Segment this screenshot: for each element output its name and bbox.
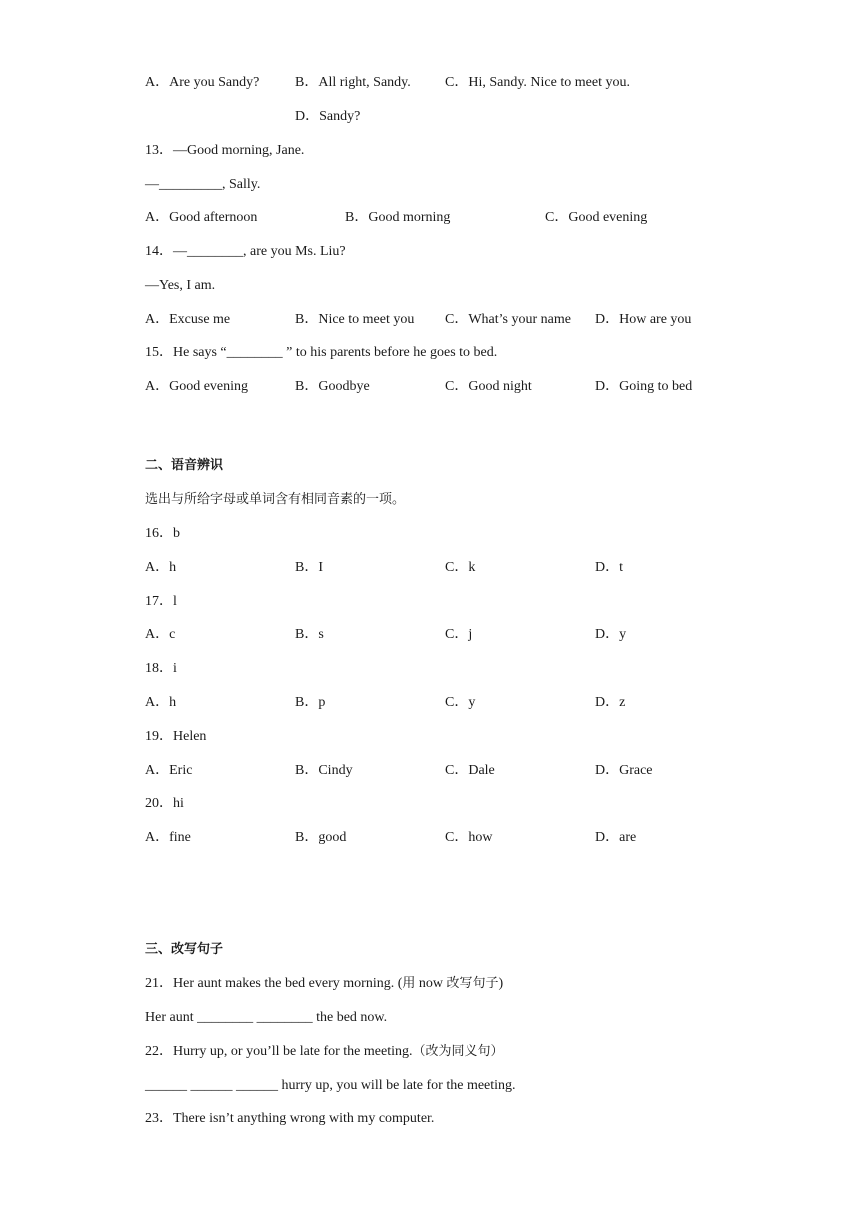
q16-stem: 16．b (145, 526, 180, 541)
q13-option-a: A．Good afternoon (145, 210, 258, 225)
section2-instruction: 选出与所给字母或单词含有相同音素的一项。 (145, 492, 406, 507)
q12-option-d: D．Sandy? (295, 109, 361, 124)
q15-option-b: B．Goodbye (295, 379, 370, 394)
q18-option-a: A．h (145, 695, 177, 710)
q16-option-a: A．h (145, 560, 177, 575)
q23-stem: 23．There isn’t anything wrong with my computer. (145, 1111, 435, 1126)
q17-option-b: B．s (295, 627, 324, 642)
q20-option-d: D．are (595, 830, 637, 845)
q19-option-d: D．Grace (595, 763, 653, 778)
q13-reply: —_________, Sally. (145, 177, 261, 192)
q16-option-c: C．k (445, 560, 476, 575)
q18-stem: 18．i (145, 661, 177, 676)
q21-answer-line: Her aunt ________ ________ the bed now. (145, 1010, 388, 1025)
q15-option-c: C．Good night (445, 379, 532, 394)
q12-option-b: B．All right, Sandy. (295, 75, 411, 90)
q19-option-a: A．Eric (145, 763, 193, 778)
q17-stem: 17．l (145, 594, 177, 609)
q14-option-d: D．How are you (595, 312, 692, 327)
q22-stem-en: 22．Hurry up, or you’ll be late for the meeting. (145, 1044, 413, 1059)
q12-option-c: C．Hi, Sandy. Nice to meet you. (445, 75, 630, 90)
q14-stem: 14．—________, are you Ms. Liu? (145, 244, 346, 259)
q12-option-a: A．Are you Sandy? (145, 75, 260, 90)
q15-option-a: A．Good evening (145, 379, 249, 394)
q13-option-c: C．Good evening (545, 210, 648, 225)
q21-stem-cn1: 用 (402, 976, 416, 991)
q22-stem (145, 1043, 504, 1061)
q17-option-d: D．y (595, 627, 627, 642)
q18-option-b: B．p (295, 695, 326, 710)
q21-stem-end: ) (498, 976, 504, 991)
q15-option-d: D．Going to bed (595, 379, 693, 394)
q20-option-c: C．how (445, 830, 493, 845)
q21-stem (145, 975, 503, 993)
q14-option-a: A．Excuse me (145, 312, 231, 327)
q22-answer-line: ______ ______ ______ hurry up, you will be late for the meeting. (145, 1078, 516, 1093)
q20-option-b: B．good (295, 830, 347, 845)
q19-option-b: B．Cindy (295, 763, 353, 778)
q16-option-b: B．I (295, 560, 323, 575)
q18-option-c: C．y (445, 695, 476, 710)
q19-stem: 19．Helen (145, 729, 207, 744)
q22-stem-cn: （改为同义句） (412, 1044, 504, 1059)
q14-option-c: C．What’s your name (445, 312, 571, 327)
q15-stem: 15．He says “________ ” to his parents before he goes to bed. (145, 345, 498, 360)
section3-heading: 三、改写句子 (145, 942, 224, 957)
q20-stem: 20．hi (145, 796, 184, 811)
q21-stem-en: 21．Her aunt makes the bed every morning. ( (145, 976, 403, 991)
q14-option-b: B．Nice to meet you (295, 312, 415, 327)
q19-option-c: C．Dale (445, 763, 495, 778)
q13-stem: 13．—Good morning, Jane. (145, 143, 305, 158)
q17-option-a: A．c (145, 627, 176, 642)
section2-heading: 二、语音辨识 (145, 458, 224, 473)
q21-stem-cn2: 改写句子 (446, 976, 499, 991)
q13-option-b: B．Good morning (345, 210, 451, 225)
q18-option-d: D．z (595, 695, 626, 710)
q16-option-d: D．t (595, 560, 623, 575)
q14-reply: —Yes, I am. (145, 278, 216, 293)
q20-option-a: A．fine (145, 830, 191, 845)
q17-option-c: C．j (445, 627, 473, 642)
q21-stem-mid: now (415, 976, 447, 991)
